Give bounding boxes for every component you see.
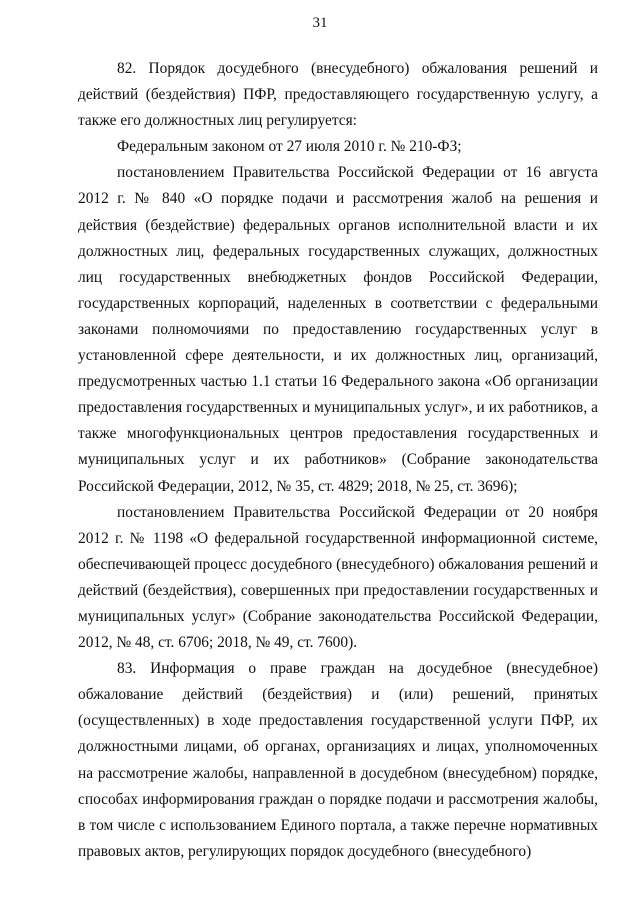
page-number: 31 [312, 15, 328, 31]
paragraph-82-intro: 82. Порядок досудебного (внесудебного) обжалования решений и действий (бездействия) ПФР, предоставляющего государственную услугу, а также его должностных лиц регулируется: [78, 60, 598, 130]
document-body [78, 56, 598, 865]
paragraph-83-information: 83. Информация о праве граждан на досудебное (внесудебное) обжалование действий (бездействия) и (или) решений, принятых (осуществленных) в ходе предоставления государственной услуги ПФР, их должностными лицами, об органах, организациях и лицах, уполномоченных на рассмотрение жалобы, направленной в досудебном (внесудебном) порядке, способах информирования граждан о порядке подачи и рассмотрения жалобы, в том числе с использованием Единого портала, а также перечне нормативных правовых актов, регулирующих порядок досудебного (внесудебного) [78, 660, 598, 860]
paragraph-resolution-840: постановлением Правительства Российской Федерации от 16 августа 2012 г. № 840 «О порядке подачи и рассмотрения жалоб на решения и действия (бездействие) федеральных органов исполнительной власти и их должностных лиц, федеральных государственных служащих, должностных лиц государственных внебюджетных фондов Российской Федерации, государственных корпораций, наделенных в соответствии с федеральными законами полномочиями по предоставлению государственных услуг в установленной сфере деятельности, и их должностных лиц, организаций, предусмотренных частью 1.1 статьи 16 Федерального закона «Об организации предоставления государственных и муниципальных услуг», и их работников, а также многофункциональных центров предоставления государственных и муниципальных услуг и их работников» (Собрание законодательства Российской Федерации, 2012, № 35, ст. 4829; 2018, № 25, ст. 3696); [78, 164, 598, 495]
paragraph-resolution-1198: постановлением Правительства Российской Федерации от 20 ноября 2012 г. № 1198 «О федеральной государственной информационной системе, обеспечивающей процесс досудебного (внесудебного) обжалования решений и действий (бездействия), совершенных при предоставлении государственных и муниципальных услуг» (Собрание законодательства Российской Федерации, 2012, № 48, ст. 6706; 2018, № 49, ст. 7600). [78, 503, 598, 652]
paragraph-federal-law: Федеральным законом от 27 июля 2010 г. № 210-ФЗ; [117, 138, 462, 156]
